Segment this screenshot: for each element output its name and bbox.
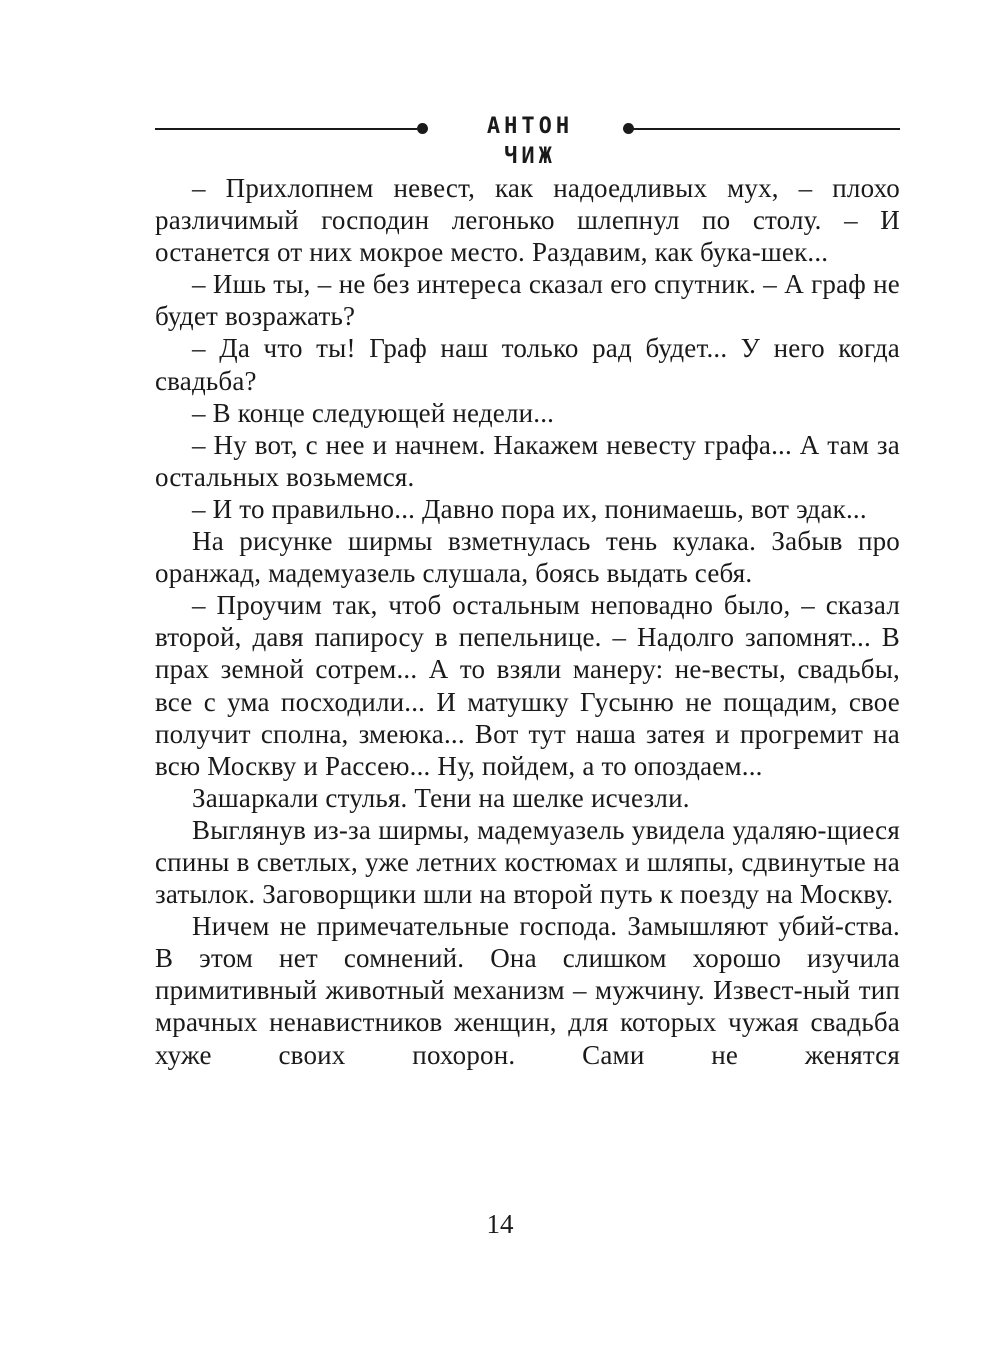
header-bullet-left — [417, 123, 428, 134]
paragraph: – Проучим так, чтоб остальным неповадно было, – сказал второй, давя папиросу в пепельнице. – Надолго запомнят... В прах земной сотрем... А то взяли манеру: не-весты, свадьбы, все с ума посходили... И матушку Гусыню не пощадим, свое получит сполна, змеюка... Вот тут наша затея и прогремит на всю Москву и Рассею... Ну, пойдем, а то опоздаем... — [155, 590, 900, 781]
paragraph: На рисунке ширмы взметнулась тень кулака. Забыв про оранжад, мадемуазель слушала, боясь выдать себя. — [155, 526, 900, 589]
header-rule-right — [627, 128, 900, 130]
paragraph: – Ну вот, с нее и начнем. Накажем невесту графа... А там за остальных возьмемся. — [155, 429, 900, 492]
paragraph: – Прихлопнем невест, как надоедливых мух, – плохо различимый господин легонько шлепнул по столу. – И останется от них мокрое место. Раздавим, как бука-шек... — [155, 173, 900, 268]
paragraph: Выглянув из-за ширмы, мадемуазель увидела удаляю-щиеся спины в светлых, уже летних костюмах и шляпы, сдвинутые на затылок. Заговорщики шли на второй путь к поезду на Москву. — [155, 814, 900, 910]
page-number: 14 — [486, 1209, 514, 1239]
body-text — [155, 172, 900, 1071]
paragraph: – И то правильно... Давно пора их, понимаешь, вот эдак... — [192, 493, 867, 524]
paragraph: Зашаркали стулья. Тени на шелке исчезли. — [192, 782, 690, 813]
header-rule-left — [155, 128, 417, 130]
paragraph: – Ишь ты, – не без интереса сказал его спутник. – А граф не будет возражать? — [155, 269, 900, 332]
running-head — [155, 112, 900, 169]
author-name: АНТОН ЧИЖ — [486, 114, 574, 169]
paragraph: – В конце следующей недели... — [192, 397, 555, 428]
paragraph: Ничем не примечательные господа. Замышляют убий-ства. В этом нет сомнений. Она слишком хорошо изучила примитивный животный механизм – мужчину. Извест-ный тип мрачных ненавистников женщин, для которых чужая свадьба хуже своих похорон. Сами не женятся — [155, 911, 900, 1070]
paragraph: – Да что ты! Граф наш только рад будет... У него когда свадьба? — [155, 333, 900, 396]
